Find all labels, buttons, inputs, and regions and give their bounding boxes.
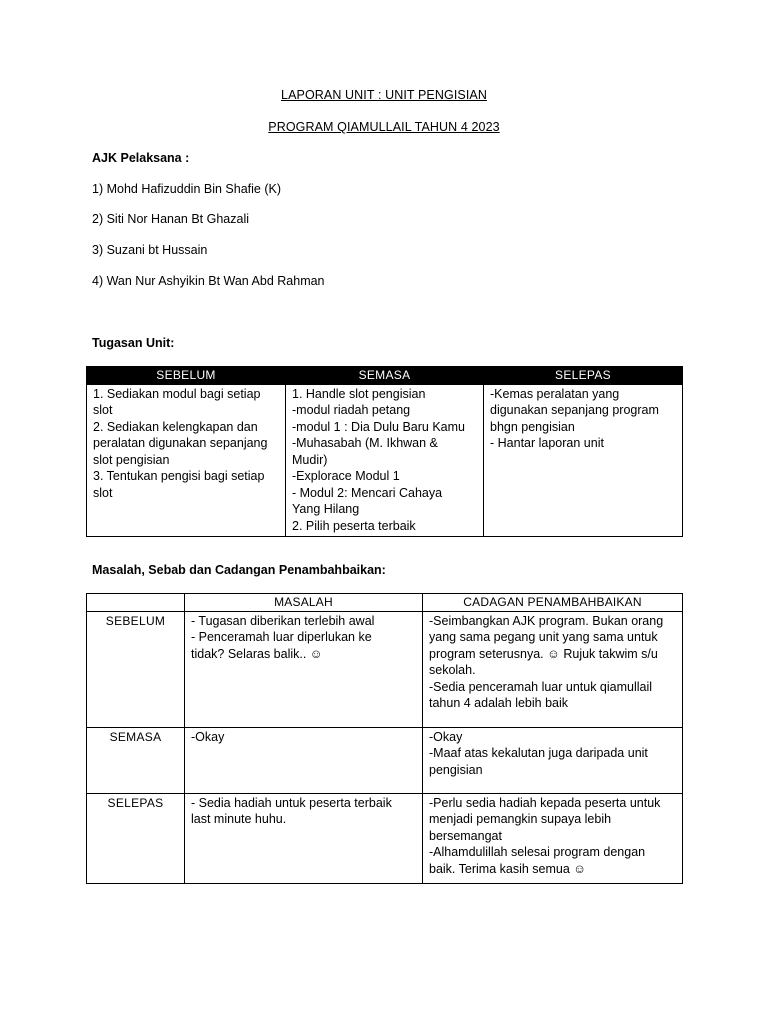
ajk-heading: AJK Pelaksana :	[92, 151, 190, 165]
masalah-cell	[185, 727, 423, 793]
row-label: SELEPAS	[87, 793, 185, 884]
tugasan-heading: Tugasan Unit:	[92, 336, 175, 350]
cadangan-cell	[423, 611, 683, 727]
cell-text: slot	[93, 485, 113, 500]
cell-text: -modul 1 : Dia Dulu Baru Kamu	[292, 419, 465, 434]
cell-text: Yang Hilang	[292, 502, 360, 516]
column-header-selepas: SELEPAS	[484, 367, 683, 385]
cell-text: bersemangat	[429, 828, 502, 843]
table-row	[87, 727, 683, 793]
cell-text: sekolah.	[429, 663, 476, 677]
masalah-cell	[185, 611, 423, 727]
tugasan-table	[86, 366, 683, 537]
tugasan-semasa-cell	[286, 384, 484, 537]
tugasan-row	[87, 384, 683, 537]
row-label: SEMASA	[87, 727, 185, 793]
cell-text: baik. Terima kasih semua ☺	[429, 861, 587, 876]
ajk-member: 4) Wan Nur Ashyikin Bt Wan Abd Rahman	[92, 274, 325, 288]
masalah-cell	[185, 793, 423, 884]
ajk-member: 2) Siti Nor Hanan Bt Ghazali	[92, 212, 250, 226]
cell-text: yang sama pegang unit yang sama untuk	[429, 630, 658, 644]
tugasan-header-row	[87, 367, 683, 385]
cell-text: 2. Pilih peserta terbaik	[292, 518, 416, 533]
column-header-cadangan: CADAGAN PENAMBAHBAIKAN	[423, 594, 683, 612]
ajk-member: 3) Suzani bt Hussain	[92, 243, 208, 257]
cell-text: pengisian	[429, 762, 483, 777]
column-header-blank	[87, 594, 185, 612]
cell-text: tidak? Selaras balik.. ☺	[191, 646, 323, 661]
program-title: PROGRAM QIAMULLAIL TAHUN 4 2023	[268, 120, 500, 134]
masalah-header-row	[87, 594, 683, 612]
cadangan-cell	[423, 727, 683, 793]
cell-text: -Muhasabah (M. Ikhwan &	[292, 436, 438, 450]
cell-text: - Modul 2: Mencari Cahaya	[292, 485, 443, 500]
cell-text: digunakan sepanjang program	[490, 403, 659, 417]
cell-text: - Hantar laporan unit	[490, 436, 604, 450]
cell-text: -Maaf atas kekalutan juga daripada unit	[429, 746, 648, 760]
masalah-table	[86, 593, 683, 884]
cell-text: program seterusnya. ☺ Rujuk takwim s/u	[429, 646, 658, 661]
cadangan-cell	[423, 793, 683, 884]
cell-text: slot	[93, 403, 113, 417]
column-header-sebelum: SEBELUM	[87, 367, 286, 385]
cell-text: 2. Sediakan kelengkapan dan	[93, 419, 258, 434]
table-row	[87, 611, 683, 727]
column-header-semasa: SEMASA	[286, 367, 484, 385]
cell-text: - Sedia hadiah untuk peserta terbaik	[191, 795, 392, 810]
cell-text: -Kemas peralatan yang	[490, 386, 620, 401]
cell-text: slot pengisian	[93, 452, 170, 467]
cell-text: -Okay	[191, 729, 225, 744]
ajk-member: 1) Mohd Hafizuddin Bin Shafie (K)	[92, 182, 281, 196]
cell-text: bhgn pengisian	[490, 419, 575, 434]
tugasan-sebelum-cell	[87, 384, 286, 537]
column-header-masalah: MASALAH	[185, 594, 423, 612]
cell-text: Mudir)	[292, 452, 328, 467]
cell-text: -Alhamdulillah selesai program dengan	[429, 845, 646, 859]
cell-text: 3. Tentukan pengisi bagi setiap	[93, 469, 265, 483]
cell-text: tahun 4 adalah lebih baik	[429, 696, 569, 710]
tugasan-selepas-cell	[484, 384, 683, 537]
cell-text: -modul riadah petang	[292, 403, 411, 417]
row-label: SEBELUM	[87, 611, 185, 727]
table-row	[87, 793, 683, 884]
report-title: LAPORAN UNIT : UNIT PENGISIAN	[281, 88, 487, 102]
cell-text: -Perlu sedia hadiah kepada peserta untuk	[429, 795, 661, 810]
cell-text: - Tugasan diberikan terlebih awal	[191, 613, 375, 628]
cell-text: -Okay	[429, 729, 463, 744]
masalah-heading: Masalah, Sebab dan Cadangan Penambahbaikan:	[92, 563, 386, 577]
cell-text: last minute huhu.	[191, 812, 287, 826]
cell-text: -Sedia penceramah luar untuk qiamullail	[429, 679, 653, 694]
cell-text: -Explorace Modul 1	[292, 469, 400, 483]
cell-text: - Penceramah luar diperlukan ke	[191, 630, 372, 644]
cell-text: menjadi pemangkin supaya lebih	[429, 812, 612, 826]
cell-text: 1. Handle slot pengisian	[292, 386, 426, 401]
cell-text: peralatan digunakan sepanjang	[93, 436, 268, 450]
cell-text: -Seimbangkan AJK program. Bukan orang	[429, 613, 664, 628]
cell-text: 1. Sediakan modul bagi setiap	[93, 386, 261, 401]
